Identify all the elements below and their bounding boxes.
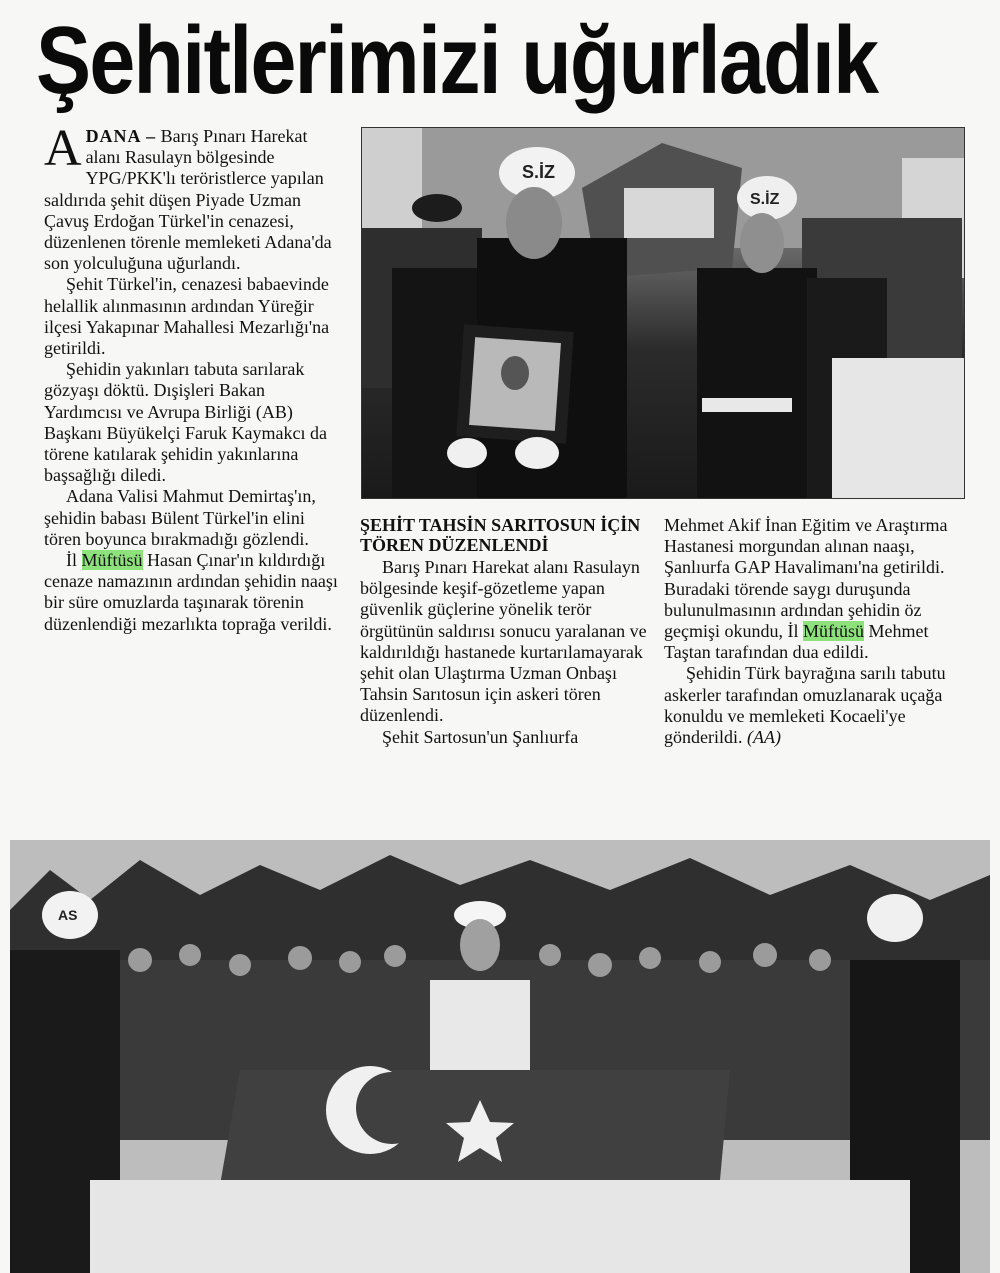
paragraph-3: Şehidin yakınları tabuta sarılarak gözyaşı döktü. Dışişleri Bakan Yardımcısı ve Avrupa Birliği (AB) Başkanı Büyükelçi Faruk Kaymakcı da törene katılarak şehidin yakınlarına başsağlığı diledi. xyxy=(44,359,327,486)
article-column-3 xyxy=(664,515,960,748)
paragraph-8 xyxy=(664,663,960,748)
paragraph-6: Barış Pınarı Harekat alanı Rasulayn bölgesinde keşif-gözetleme yapan güvenlik güçlerine yönelik terör örgütünün saldırısı sonucu yaralanan ve kaldırıldığı hastanede kurtarılamayarak şehit olan Ulaştırma Uzman Onbaşı Tahsin Sarıtosun için askeri tören düzenlendi. xyxy=(360,557,647,726)
honor-guard-illustration xyxy=(362,128,964,498)
paragraph-7-pre: İl xyxy=(787,621,803,642)
coffin-label xyxy=(624,188,714,238)
highlighted-word-2: Müftüsü xyxy=(803,621,865,642)
white-glove-2 xyxy=(515,437,559,469)
article-column-2 xyxy=(360,515,650,748)
helmet-text-1: S.İZ xyxy=(522,162,556,182)
paragraph-1 xyxy=(44,120,344,274)
subheading: ŞEHİT TAHSİN SARITOSUN İÇİN TÖREN DÜZENLENDİ xyxy=(360,515,641,555)
paragraph-5-pre: İl xyxy=(66,550,82,571)
paragraph-7-start: Şehit Sartosun'un Şanlıurfa xyxy=(382,726,579,747)
dateline: DANA – xyxy=(85,126,157,146)
helmet-text-2: S.İZ xyxy=(750,191,780,208)
helmet-text-left: AS xyxy=(58,907,78,923)
funeral-prayer-illustration xyxy=(10,840,990,1273)
paragraph-7-text: Mehmet Akif İnan Eğitim ve Araştırma Hastanesi morgundan alınan naaşı, Şanlıurfa GAP Havalimanı'na getirildi. Buradaki törende saygı duruşunda bulunulmasının ardından şehidin öz geçmişi okundu, xyxy=(664,515,948,642)
funeral-prayer-photo xyxy=(10,840,990,1273)
paragraph-7-post: Mehmet Taştan tarafından dua edildi. xyxy=(664,621,929,663)
dropcap: A xyxy=(44,120,82,177)
paragraph-5-post: Hasan Çınar'ın kıldırdığı cenaze namazının ardından şehidin naaşı bir süre omuzlarda taşınarak törenin düzenlendiği mezarlıkta toprağa verildi. xyxy=(44,550,338,634)
white-glove-1 xyxy=(447,438,487,468)
helmet-right xyxy=(867,894,923,942)
paragraph-5 xyxy=(44,550,344,635)
paragraph-2: Şehit Türkel'in, cenazesi babaevinde helallik alınmasının ardından Yüreğir ilçesi Yakapınar Mahallesi Mezarlığı'na getirildi. xyxy=(44,274,330,359)
paragraph-8-text: Şehidin Türk bayrağına sarılı tabutu askerler tarafından omuzlanarak uçağa konuldu ve memleketi Kocaeli'ye gönderildi. xyxy=(664,663,946,748)
news-source: (AA) xyxy=(747,727,781,748)
page-headline: Şehitlerimizi uğurladık xyxy=(36,7,878,114)
funeral-honor-guard-photo xyxy=(361,127,965,499)
highlighted-word: Müftüsü xyxy=(81,550,143,571)
paragraph-7-continued xyxy=(664,515,960,663)
white-belt xyxy=(702,398,792,412)
article-column-1 xyxy=(44,120,344,635)
paragraph-1-text: Barış Pınarı Harekat alanı Rasulayn bölgesinde YPG/PKK'lı teröristlerce yapılan saldırıda şehit düşen Piyade Uzman Çavuş Erdoğan Türkel'in cenazesi, düzenlenen törenle memleketi Adana'da son yolculuğuna uğurlandı. xyxy=(44,126,332,274)
paragraph-4: Adana Valisi Mahmut Demirtaş'ın, şehidin babası Bülent Türkel'in elini tören boyunca bırakmadığı gözlendi. xyxy=(44,486,316,549)
